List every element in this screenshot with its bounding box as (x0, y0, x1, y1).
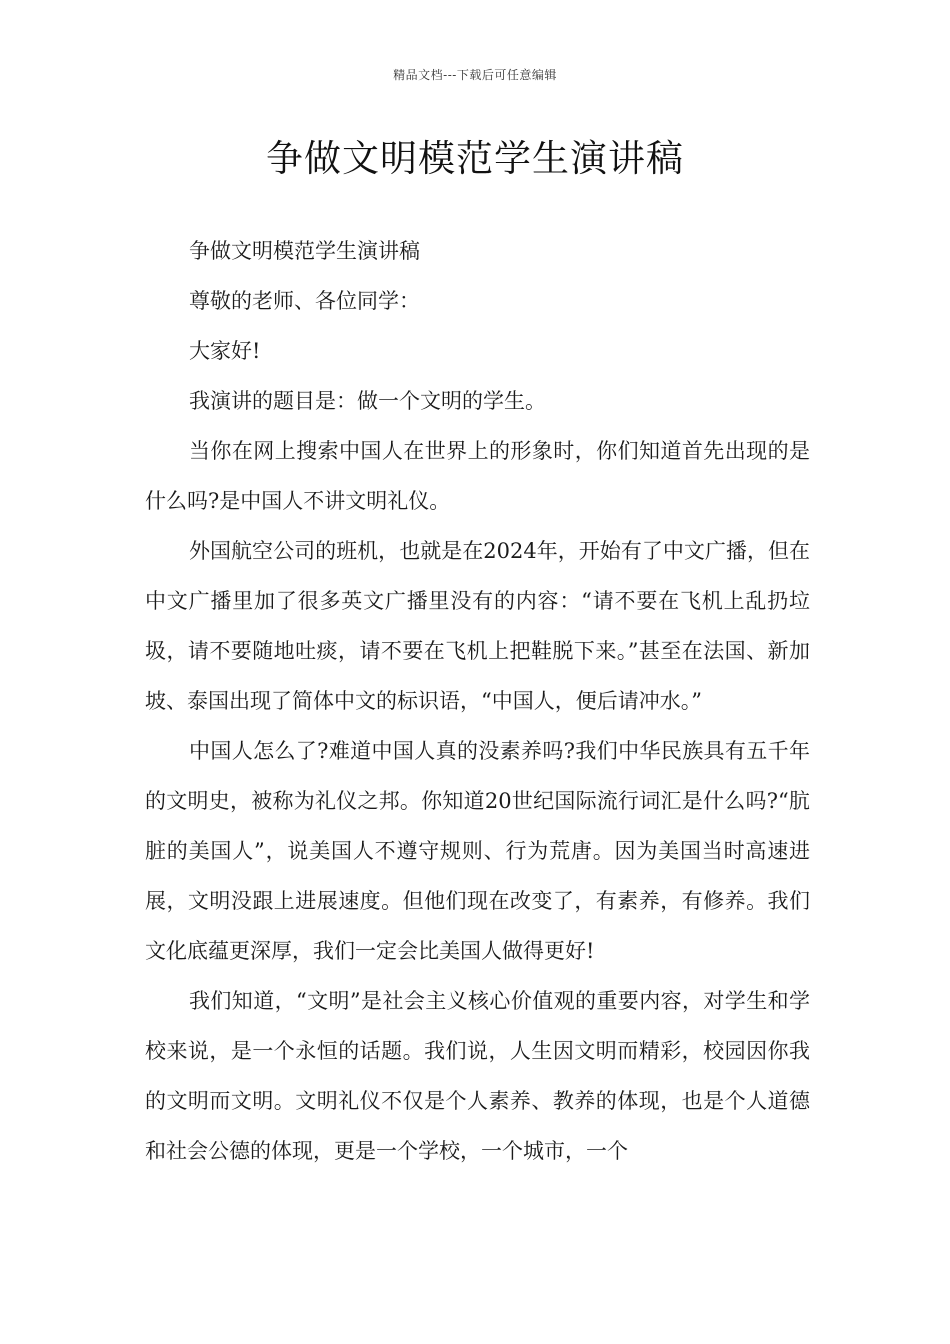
paragraph: 当你在网上搜索中国人在世界上的形象时，你们知道首先出现的是什么吗?是中国人不讲文明礼仪。 (145, 439, 810, 513)
paragraph: 我们知道，“文明”是社会主义核心价值观的重要内容，对学生和学校来说，是一个永恒的话题。我们说，人生因文明而精彩，校园因你我的文明而文明。文明礼仪不仅是个人素养、教养的体现，也是个人道德和社会公德的体现，更是一个学校，一个城市，一个 (145, 989, 810, 1163)
paragraph: 大家好! (189, 339, 261, 363)
paragraph: 外国航空公司的班机，也就是在2024年，开始有了中文广播，但在中文广播里加了很多英文广播里没有的内容：“请不要在飞机上乱扔垃圾，请不要随地吐痰，请不要在飞机上把鞋脱下来。”甚至在法国、新加坡、泰国出现了简体中文的标识语，“中国人，便后请冲水。” (145, 539, 810, 713)
paragraph: 尊敬的老师、各位同学： (189, 289, 420, 313)
document-title: 争做文明模范学生演讲稿 (266, 137, 684, 180)
paragraph: 中国人怎么了?难道中国人真的没素养吗?我们中华民族具有五千年的文明史，被称为礼仪之邦。你知道20世纪国际流行词汇是什么吗?“肮脏的美国人”，说美国人不遵守规则、行为荒唐。因为美国当时高速进展，文明没跟上进展速度。但他们现在改变了，有素养，有修养。我们文化底蕴更深厚，我们一定会比美国人做得更好! (145, 739, 810, 963)
header-note: 精品文档---下载后可任意编辑 (393, 68, 557, 82)
paragraph: 争做文明模范学生演讲稿 (189, 239, 420, 263)
paragraph: 我演讲的题目是：做一个文明的学生。 (189, 389, 546, 413)
document-body (145, 226, 810, 1176)
